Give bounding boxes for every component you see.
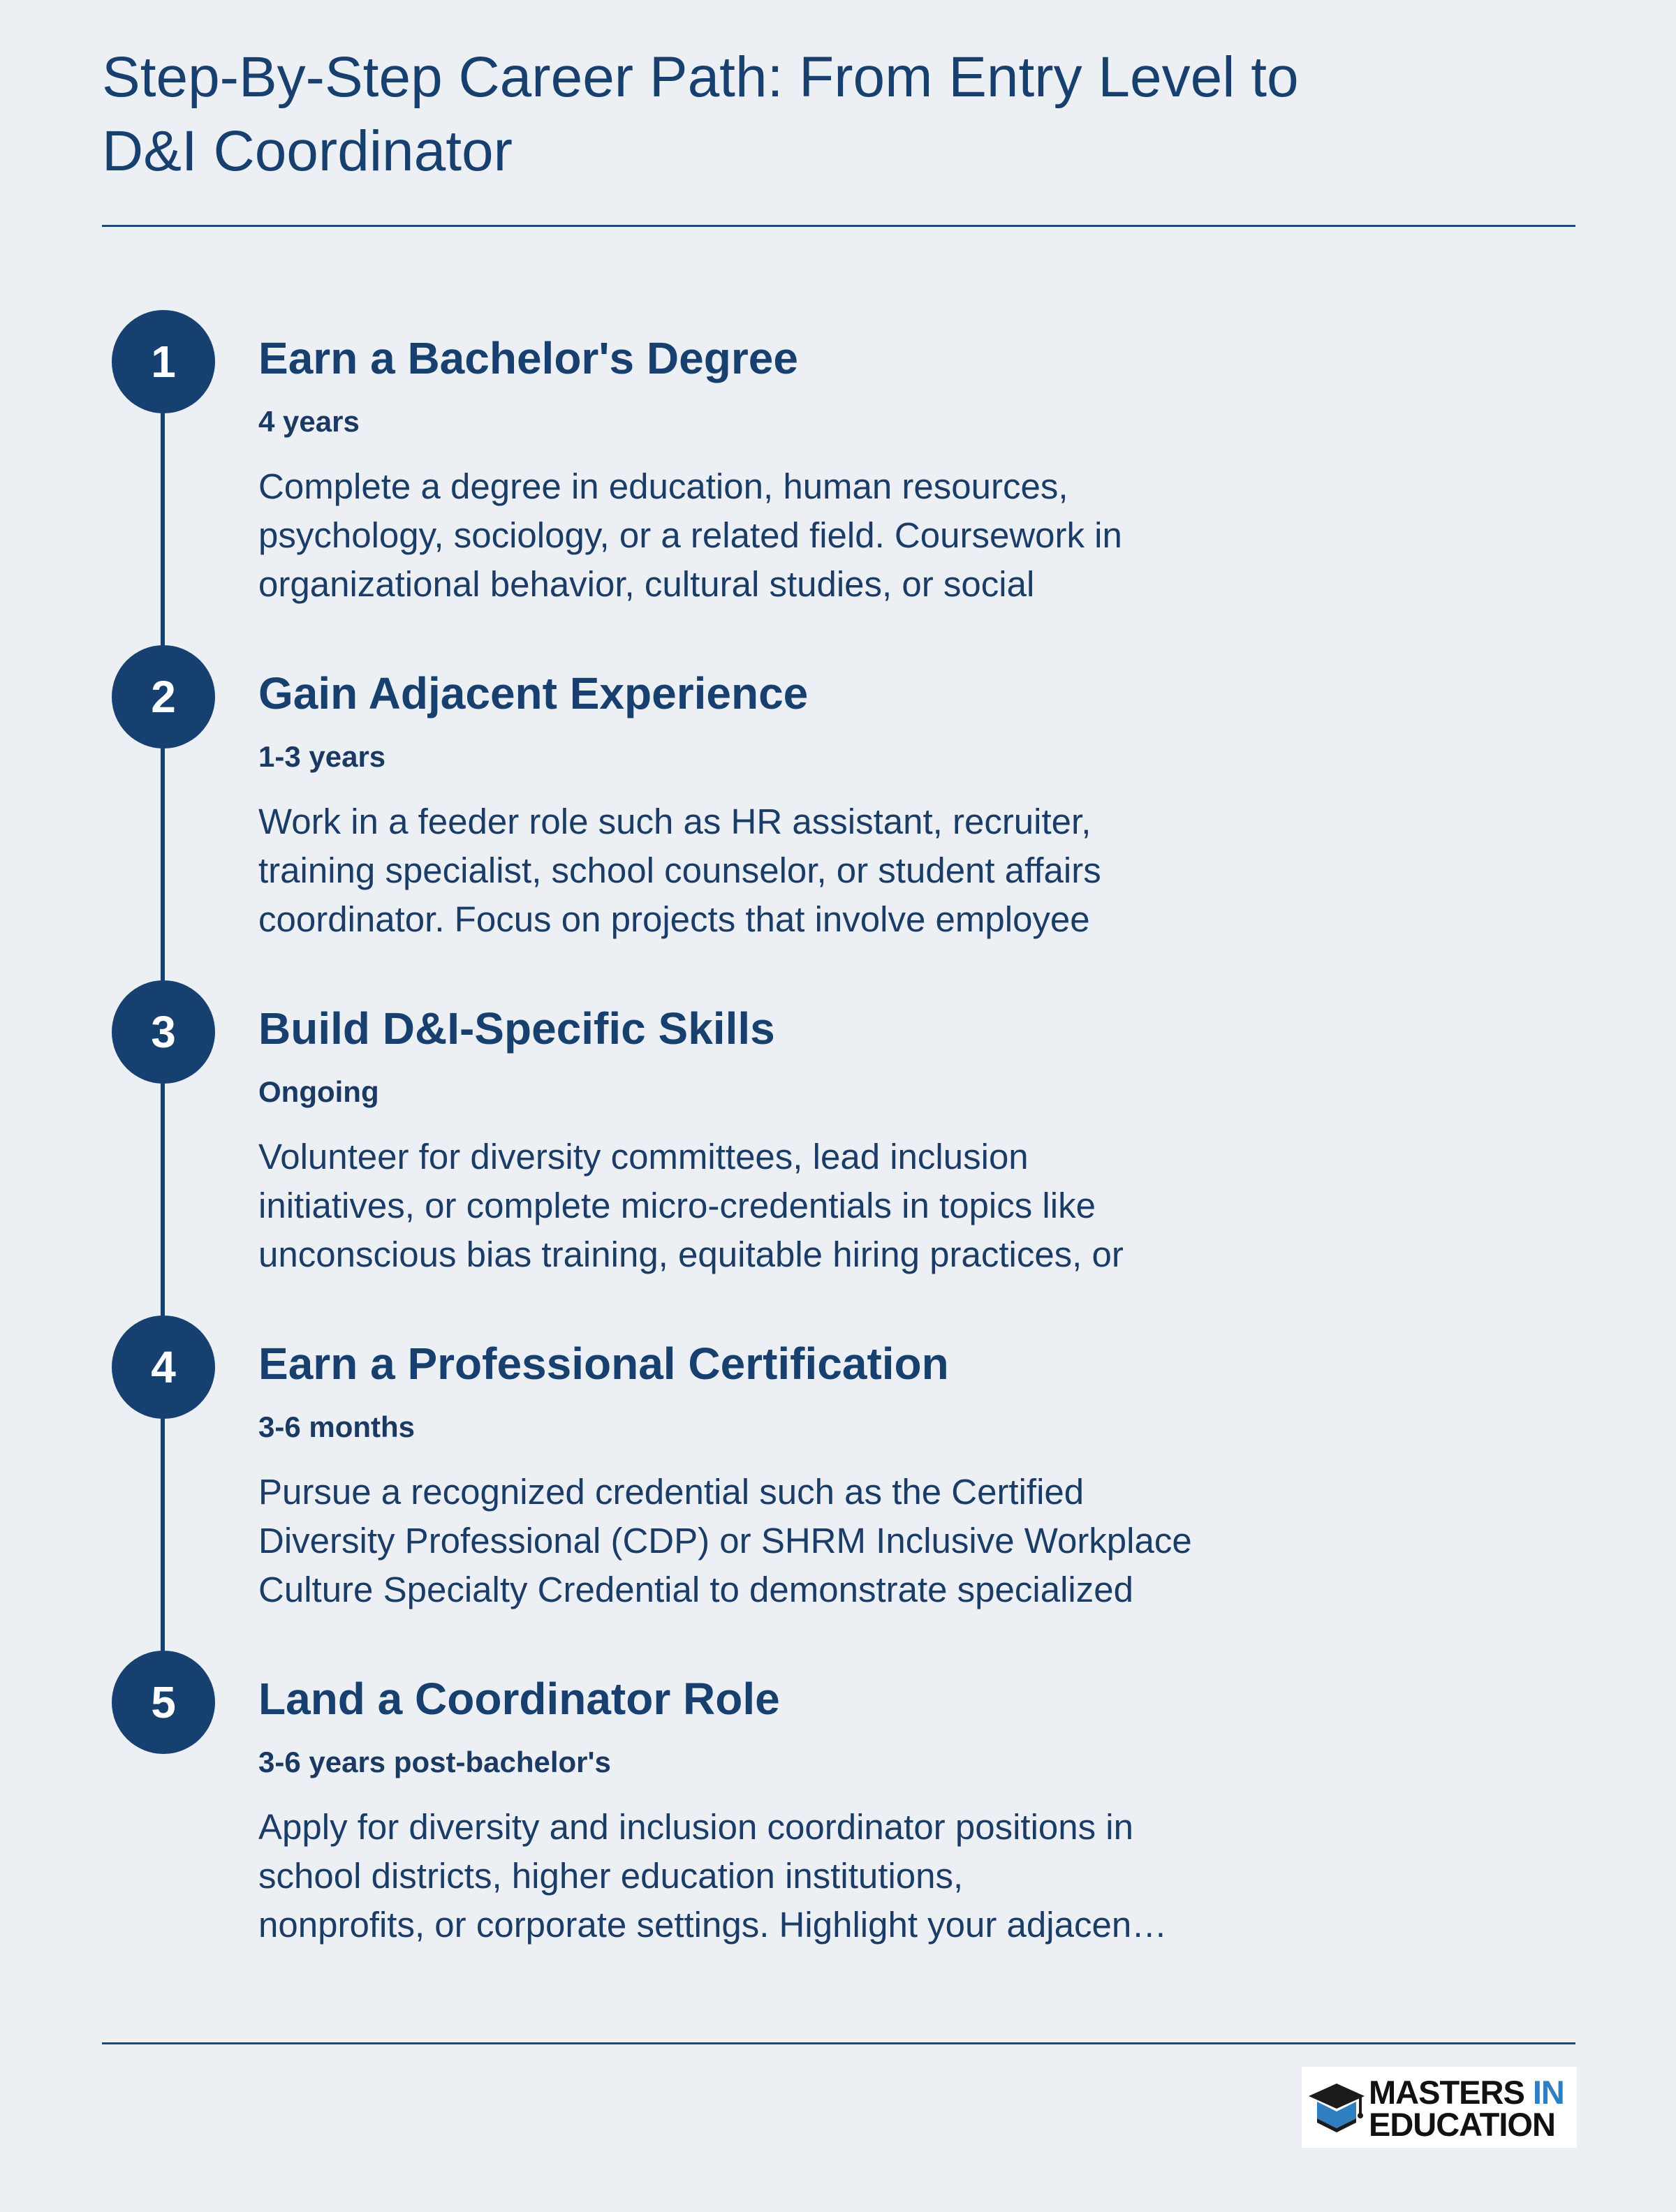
- step-description-line: initiatives, or complete micro-credentials in topics like: [258, 1186, 1096, 1225]
- step-description-line: unconscious bias training, equitable hiring practices, or: [258, 1234, 1124, 1274]
- step-description-line: nonprofits, or corporate settings. Highlight your adjacen…: [258, 1905, 1168, 1945]
- bottom-divider: [102, 2042, 1575, 2044]
- page-title: [102, 40, 1429, 189]
- step-description-line: Diversity Professional (CDP) or SHRM Inclusive Workplace: [258, 1521, 1192, 1561]
- step-description: [258, 797, 1320, 944]
- step-description-line: Pursue a recognized credential such as the Certified: [258, 1472, 1085, 1512]
- logo-word-masters: MASTERS: [1369, 2074, 1524, 2111]
- step-duration: Ongoing: [258, 1075, 379, 1108]
- step-number-badge: 1: [112, 310, 215, 413]
- step-description: [258, 1468, 1320, 1614]
- step-description: [258, 1133, 1320, 1279]
- step-number-badge: 2: [112, 645, 215, 749]
- step-1: [0, 310, 1676, 631]
- step-description-line: Work in a feeder role such as HR assistant, recruiter,: [258, 802, 1091, 841]
- step-duration: 3-6 years post-bachelor's: [258, 1746, 611, 1778]
- step-description-line: Volunteer for diversity committees, lead inclusion: [258, 1137, 1029, 1177]
- masters-in-education-logo: [1302, 2067, 1577, 2148]
- top-divider: [102, 225, 1575, 227]
- graduation-cap-icon: [1307, 2079, 1366, 2135]
- step-description-line: Culture Specialty Credential to demonstrate specialized: [258, 1570, 1133, 1609]
- logo-word-in: IN: [1532, 2074, 1564, 2111]
- page-title-line-1: Step-By-Step Career Path: From Entry Level to: [102, 45, 1299, 109]
- step-heading: Earn a Bachelor's Degree: [258, 333, 798, 383]
- logo-word-education: EDUCATION: [1369, 2106, 1555, 2143]
- step-2: [0, 645, 1676, 966]
- step-description: [258, 462, 1320, 609]
- step-number-badge: 3: [112, 980, 215, 1084]
- step-description: [258, 1803, 1320, 1949]
- step-description-line: coordinator. Focus on projects that involve employee: [258, 899, 1090, 939]
- logo-wordmark-top: [1369, 2075, 1564, 2110]
- step-description-line: Apply for diversity and inclusion coordinator positions in: [258, 1807, 1133, 1847]
- step-duration: 3-6 months: [258, 1410, 416, 1443]
- step-duration: 1-3 years: [258, 740, 386, 773]
- step-heading: Build D&I-Specific Skills: [258, 1003, 775, 1054]
- step-heading: Land a Coordinator Role: [258, 1674, 780, 1724]
- step-description-line: training specialist, school counselor, or student affairs: [258, 850, 1101, 890]
- page-title-line-2: D&I Coordinator: [102, 119, 513, 183]
- step-heading: Gain Adjacent Experience: [258, 668, 809, 718]
- step-description-line: organizational behavior, cultural studies, or social: [258, 564, 1035, 604]
- step-heading: Earn a Professional Certification: [258, 1339, 949, 1389]
- step-number-badge: 4: [112, 1315, 215, 1419]
- step-4: [0, 1315, 1676, 1637]
- step-5: [0, 1651, 1676, 1972]
- step-number-badge: 5: [112, 1651, 215, 1754]
- step-duration: 4 years: [258, 405, 360, 438]
- step-description-line: school districts, higher education institutions,: [258, 1856, 964, 1896]
- step-3: [0, 980, 1676, 1302]
- step-description-line: psychology, sociology, or a related field. Coursework in: [258, 515, 1122, 555]
- step-description-line: Complete a degree in education, human resources,: [258, 466, 1068, 506]
